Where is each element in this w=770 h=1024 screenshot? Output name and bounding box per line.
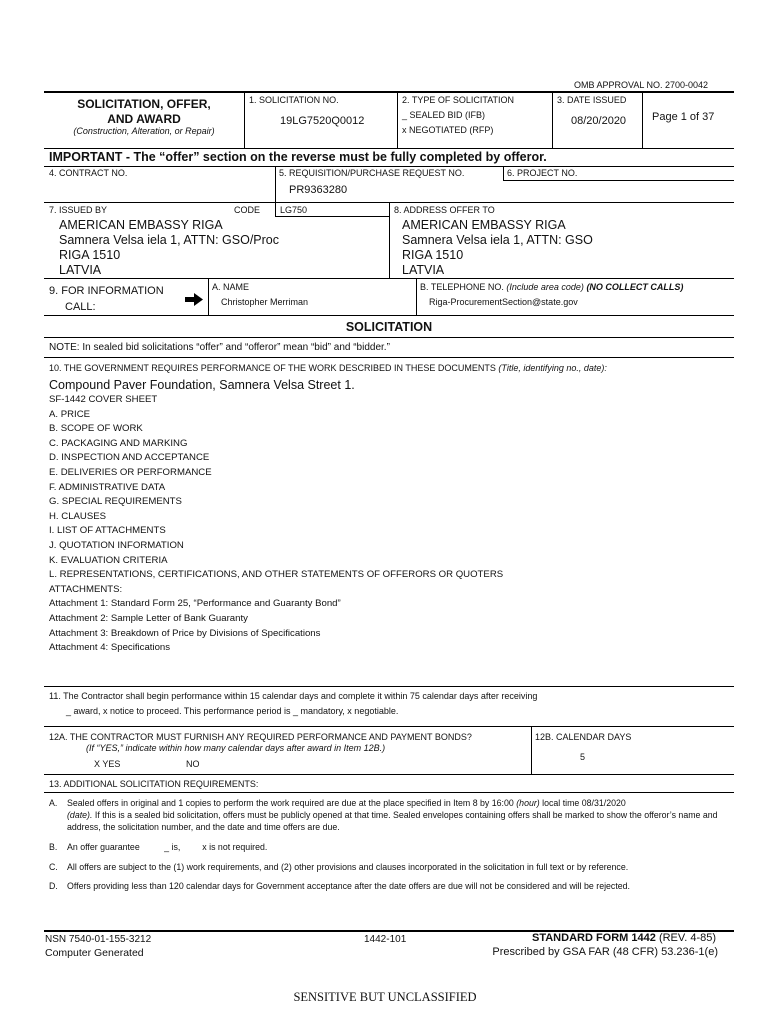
telephone-label-text: B. TELEPHONE NO. xyxy=(420,282,504,292)
list-item: A. PRICE xyxy=(49,408,91,420)
computer-generated: Computer Generated xyxy=(45,947,144,959)
bonds-yes: X YES xyxy=(94,759,121,769)
offer-address-line: RIGA 1510 xyxy=(402,248,464,262)
requisition-value: PR9363280 xyxy=(289,184,348,196)
item13-label: 13. ADDITIONAL SOLICITATION REQUIREMENTS: xyxy=(49,779,259,789)
telephone-label xyxy=(420,282,683,292)
rule xyxy=(44,315,734,316)
prescribed-by: Prescribed by GSA FAR (48 CFR) 53.236-1(e) xyxy=(492,946,718,958)
form-title-line1: SOLICITATION, OFFER, xyxy=(77,97,211,111)
list-item: Attachment 3: Breakdown of Price by Divisions of Specifications xyxy=(49,627,321,639)
requisition-label: 5. REQUISITION/PURCHASE REQUEST NO. xyxy=(279,168,465,178)
omb-approval: OMB APPROVAL NO. 2700-0042 xyxy=(574,80,709,90)
negotiated-option: x NEGOTIATED (RFP) xyxy=(402,125,494,135)
list-item: Attachment 2: Sample Letter of Bank Guaranty xyxy=(49,612,248,624)
divider xyxy=(275,167,276,202)
list-item: SF-1442 COVER SHEET xyxy=(49,394,158,405)
nsn-number: NSN 7540-01-155-3212 xyxy=(45,934,152,945)
divider xyxy=(503,167,504,180)
list-item: B. SCOPE OF WORK xyxy=(49,423,143,435)
offer-address-label: 8. ADDRESS OFFER TO xyxy=(394,205,495,215)
issuer-address-line: RIGA 1510 xyxy=(59,248,121,262)
list-item: C. PACKAGING AND MARKING xyxy=(49,437,188,449)
no-collect-calls: (NO COLLECT CALLS) xyxy=(586,282,684,292)
divider xyxy=(642,92,643,148)
form-subtitle: (Construction, Alteration, or Repair) xyxy=(73,126,215,136)
item13-c-label: C. xyxy=(49,862,58,872)
list-item: D. INSPECTION AND ACCEPTANCE xyxy=(49,452,210,464)
issuer-address-line: LATVIA xyxy=(59,263,102,277)
contact-name-label: A. NAME xyxy=(212,282,250,292)
item13-d xyxy=(49,880,724,892)
list-item: Attachment 1: Standard Form 25, “Performance and Guaranty Bond” xyxy=(49,598,341,610)
item13-a-hour: (hour) xyxy=(516,798,540,808)
info-label: 9. FOR INFORMATION xyxy=(49,285,164,297)
rule xyxy=(44,278,734,279)
item12a-note: (If “YES,” indicate within how many calendar days after award in Item 12B.) xyxy=(86,743,386,753)
list-item: J. QUOTATION INFORMATION xyxy=(49,539,184,551)
sealed-bid-option: _ SEALED BID (IFB) xyxy=(402,110,486,120)
list-item: H. CLAUSES xyxy=(49,510,107,522)
code-label: CODE xyxy=(234,205,261,215)
rule xyxy=(44,337,734,338)
bonds-no: NO xyxy=(186,759,200,769)
item13-c-text: All offers are subject to the (1) work requirements, and (2) other provisions and clauses incorporated in the solicitation in full text or by reference. xyxy=(67,862,629,872)
rule xyxy=(44,686,734,687)
arrow-right-icon xyxy=(185,293,203,306)
solicitation-heading: SOLICITATION xyxy=(345,320,433,334)
offer-address-line: LATVIA xyxy=(402,263,445,277)
important-notice: IMPORTANT - The “offer” section on the reverse must be fully completed by offeror. xyxy=(49,150,547,164)
divider xyxy=(244,92,245,148)
classification-marking: SENSITIVE BUT UNCLASSIFIED xyxy=(293,990,477,1004)
item13-d-label: D. xyxy=(49,881,58,891)
contact-email: Riga-ProcurementSection@state.gov xyxy=(429,297,578,307)
documents-list xyxy=(49,393,503,656)
list-item: F. ADMINISTRATIVE DATA xyxy=(49,481,166,493)
issuer-address-line: Samnera Velsa iela 1, ATTN: GSO/Proc xyxy=(59,233,279,247)
item13-a-text2: local time 08/31/2020 xyxy=(542,798,626,808)
standard-form-title: STANDARD FORM 1442 xyxy=(532,932,656,944)
divider xyxy=(416,279,417,315)
info-call-label: CALL: xyxy=(65,301,96,313)
contact-name-value: Christopher Merriman xyxy=(221,297,309,307)
item11-line2: _ award, x notice to proceed. This performance period is _ mandatory, x negotiable. xyxy=(66,706,399,716)
issued-by-label: 7. ISSUED BY xyxy=(49,205,108,215)
item12a-label: 12A. THE CONTRACTOR MUST FURNISH ANY REQUIRED PERFORMANCE AND PAYMENT BONDS? xyxy=(49,732,472,742)
item13-d-text: Offers providing less than 120 calendar days for Government acceptance after the date offers are due will not be considered and will be rejected. xyxy=(67,881,631,891)
offer-address xyxy=(402,218,593,278)
item10-label xyxy=(49,363,607,373)
project-no-label: 6. PROJECT NO. xyxy=(507,168,578,178)
list-item: G. SPECIAL REQUIREMENTS xyxy=(49,496,182,508)
item13-a-text3: If this is a sealed bid solicitation, offers must be publicly opened at that time. Sealed envelopes containing offers shall be marked to show the offeror’s name and address, the solicitation number, and the date and time offers are due. xyxy=(67,810,718,832)
divider xyxy=(208,279,209,315)
offer-address-line: AMERICAN EMBASSY RIGA xyxy=(402,218,566,232)
work-title: Compound Paver Foundation, Samnera Velsa Street 1. xyxy=(49,378,355,392)
solicitation-type-label: 2. TYPE OF SOLICITATION xyxy=(402,95,515,105)
divider xyxy=(389,203,390,278)
item13-a-label: A. xyxy=(49,798,58,808)
rule xyxy=(44,726,734,727)
item11-line1: 11. The Contractor shall begin performance within 15 calendar days and complete it within 75 calendar days after receiving xyxy=(49,691,538,701)
code-value: LG750 xyxy=(280,205,308,215)
rule xyxy=(503,180,734,181)
telephone-note: (Include area code) xyxy=(506,282,584,292)
item12b-label: 12B. CALENDAR DAYS xyxy=(535,732,632,742)
offer-address-line: Samnera Velsa iela 1, ATTN: GSO xyxy=(402,233,593,247)
rule xyxy=(44,166,734,167)
item13-a-date: (date). xyxy=(67,810,93,820)
item10-label-note: (Title, identifying no., date): xyxy=(498,363,607,373)
item13-b-text: An offer guarantee _ is, x is not required. xyxy=(67,842,268,852)
solicitation-no-label: 1. SOLICITATION NO. xyxy=(249,95,339,105)
divider xyxy=(531,727,532,774)
rule xyxy=(44,148,734,149)
item12b-value: 5 xyxy=(580,752,586,762)
rule xyxy=(44,357,734,358)
date-issued-value: 08/20/2020 xyxy=(571,115,627,127)
item13-b xyxy=(49,841,724,853)
divider xyxy=(275,203,276,217)
list-item: L. REPRESENTATIONS, CERTIFICATIONS, AND OTHER STATEMENTS OF OFFERORS OR QUOTERS xyxy=(49,569,504,581)
form-number: 1442-101 xyxy=(364,934,407,945)
item13-b-label: B. xyxy=(49,842,58,852)
issuer-address-line: AMERICAN EMBASSY RIGA xyxy=(59,218,223,232)
rule xyxy=(275,216,389,217)
list-item: I. LIST OF ATTACHMENTS xyxy=(49,525,166,537)
form-title-line2: AND AWARD xyxy=(107,112,181,126)
item13-a xyxy=(49,797,724,833)
issuer-address xyxy=(59,218,279,278)
standard-form xyxy=(532,932,716,944)
solicitation-no-value: 19LG7520Q0012 xyxy=(280,115,365,127)
page-count: Page 1 of 37 xyxy=(652,111,715,123)
list-item: Attachment 4: Specifications xyxy=(49,642,171,654)
sealed-bid-note: NOTE: In sealed bid solicitations “offer” and “offeror” mean “bid” and “bidder.” xyxy=(49,342,390,353)
list-item: E. DELIVERIES OR PERFORMANCE xyxy=(49,466,212,478)
item13-c xyxy=(49,861,724,873)
header-top-rule xyxy=(44,91,734,93)
list-item: ATTACHMENTS: xyxy=(49,583,123,595)
contract-no-label: 4. CONTRACT NO. xyxy=(49,168,128,178)
item13-a-text1: Sealed offers in original and 1 copies to perform the work required are due at the place specified in Item 8 by 16:00 xyxy=(67,798,514,808)
date-issued-label: 3. DATE ISSUED xyxy=(557,95,627,105)
rule xyxy=(44,792,734,793)
divider xyxy=(397,92,398,148)
divider xyxy=(552,92,553,148)
list-item: K. EVALUATION CRITERIA xyxy=(49,554,168,566)
standard-form-rev: (REV. 4-85) xyxy=(658,932,716,944)
item10-label-text: 10. THE GOVERNMENT REQUIRES PERFORMANCE OF THE WORK DESCRIBED IN THESE DOCUMENTS xyxy=(49,363,496,373)
rule xyxy=(44,774,734,775)
